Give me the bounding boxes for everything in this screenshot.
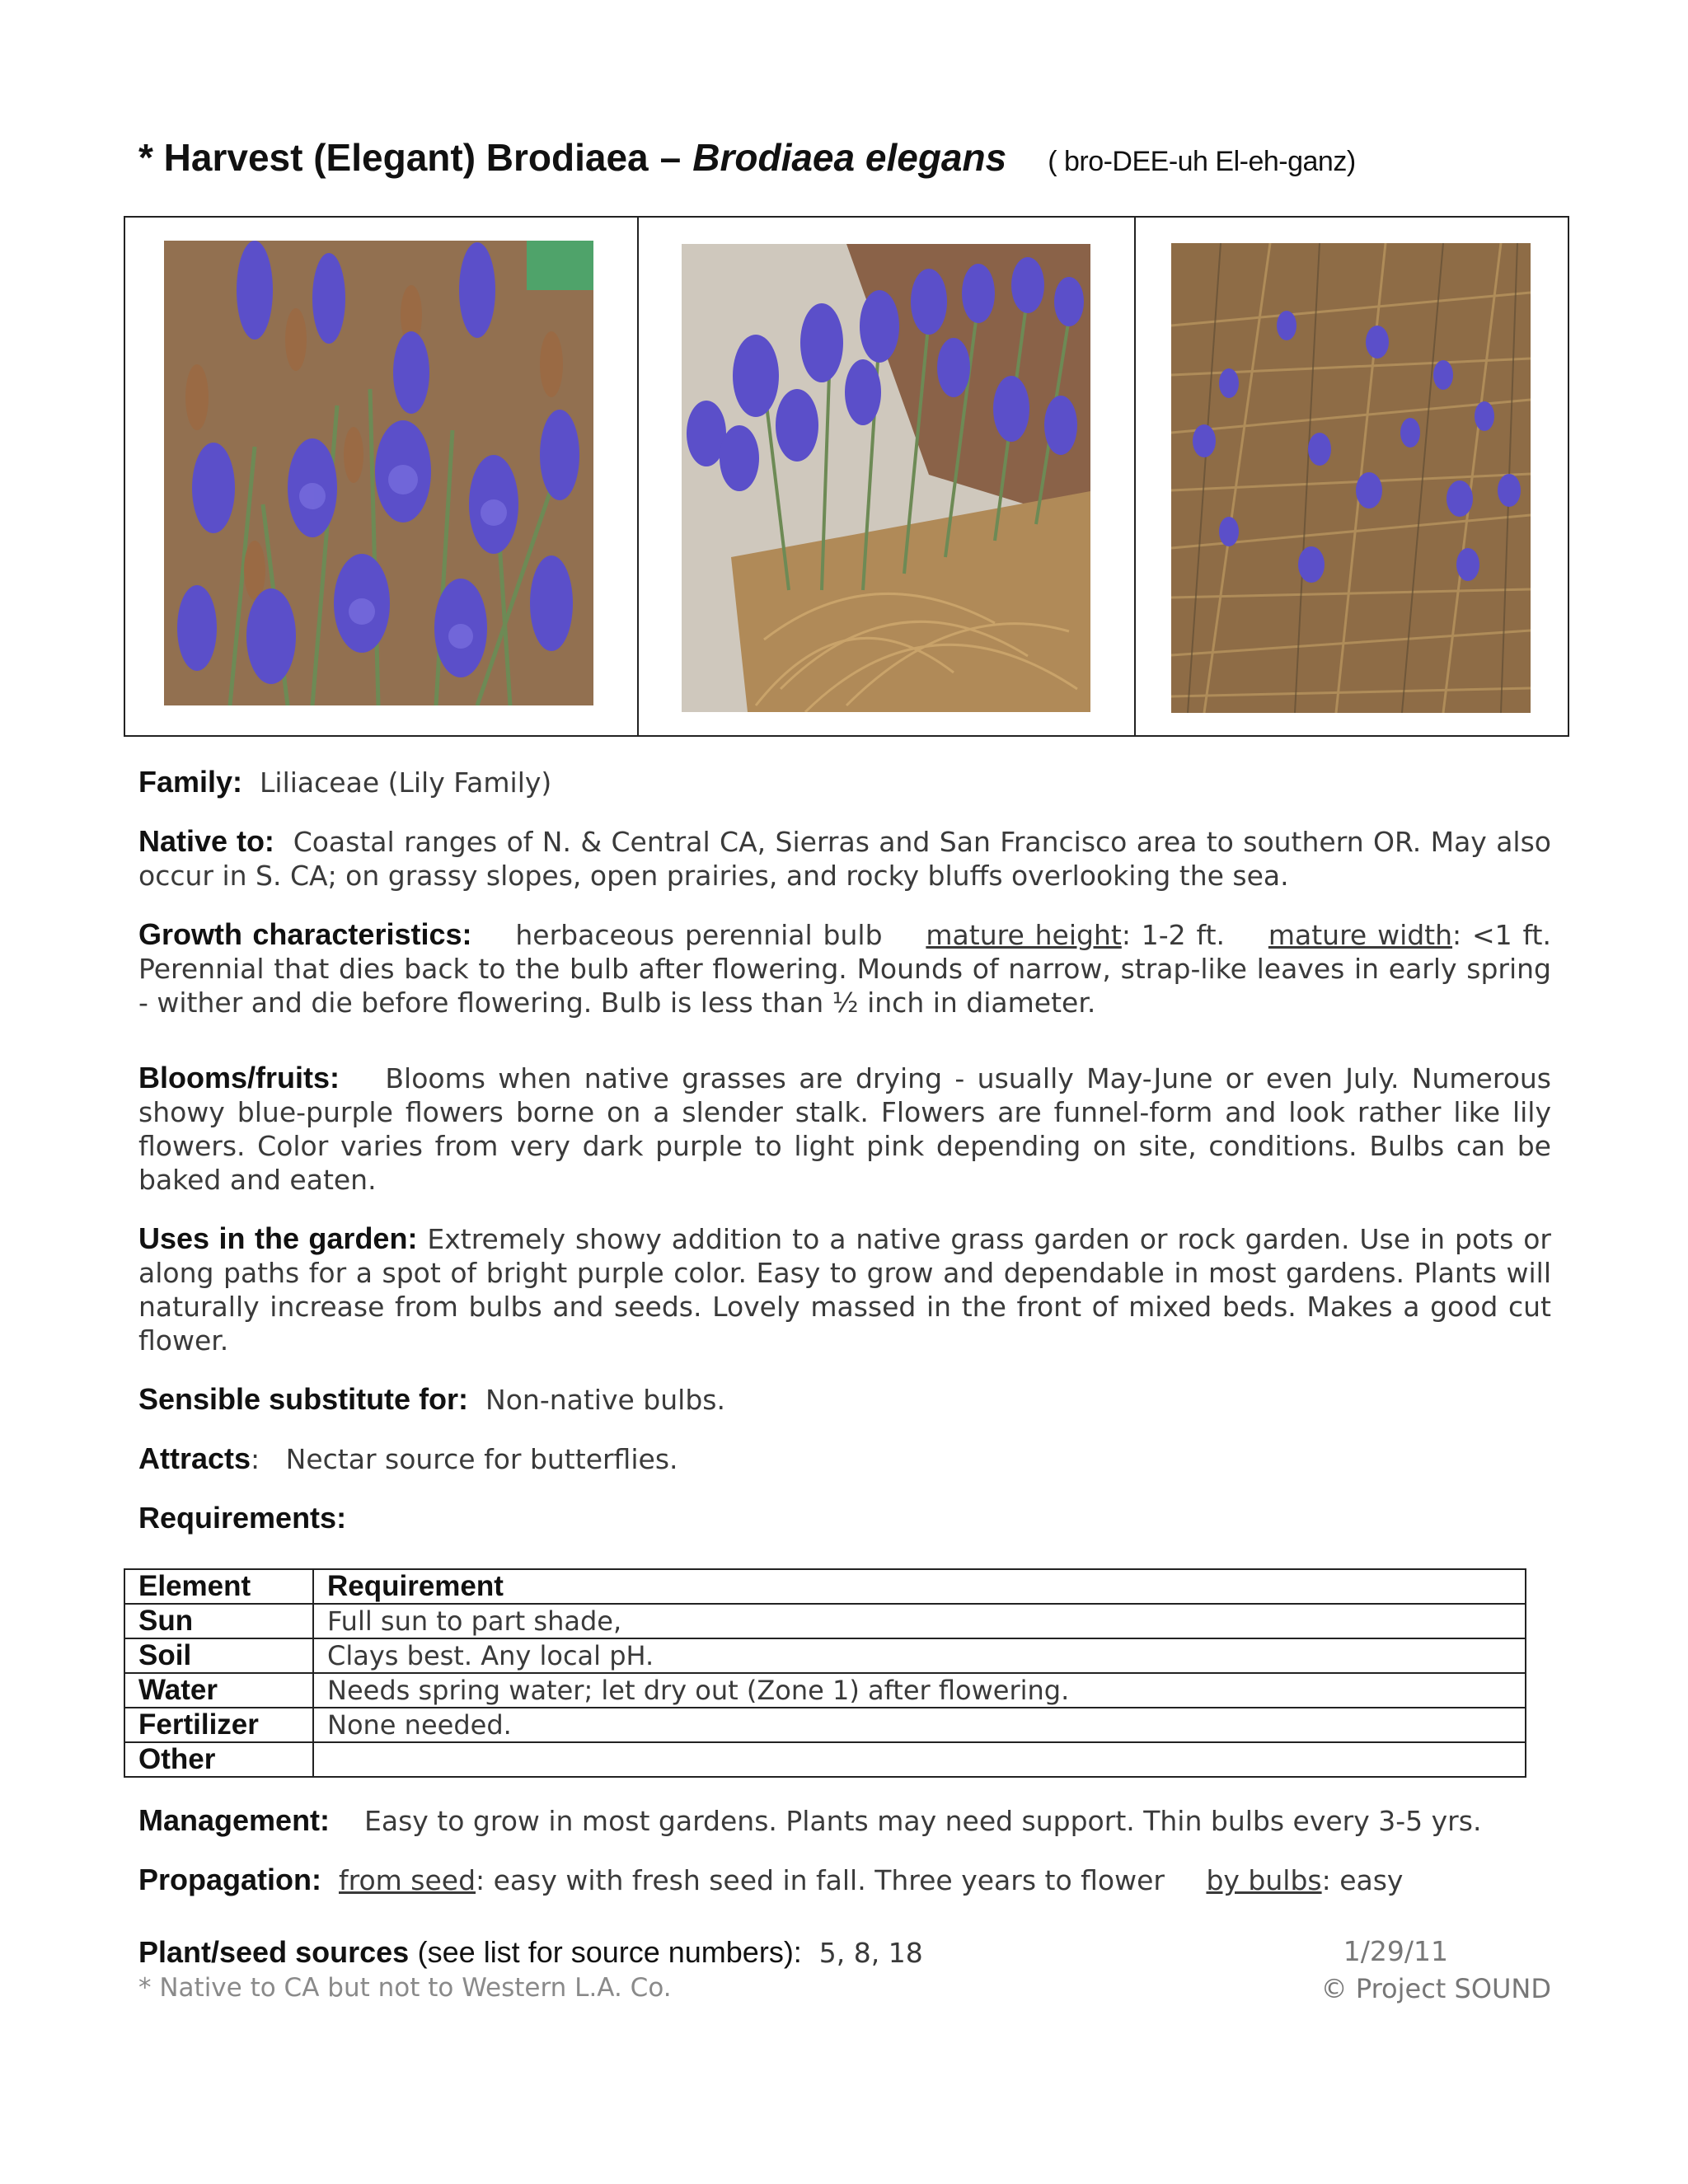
scientific-name: Brodiaea elegans (692, 136, 1007, 179)
mature-height-value: : 1-2 ft. (1121, 919, 1225, 951)
photo-cell-2 (637, 218, 1134, 735)
table-row (124, 1604, 1526, 1638)
plant-details (138, 765, 1551, 1560)
sheet-date: 1/29/11 (1343, 1935, 1448, 1967)
growth-type: herbaceous perennial bulb (515, 919, 883, 951)
growth-section (138, 917, 1551, 1019)
mature-height-label: mature height (926, 919, 1122, 951)
attracts-label: Attracts (138, 1441, 251, 1475)
title-dash: – (659, 136, 682, 179)
requirements-table (124, 1568, 1526, 1778)
photo-cell-1 (125, 218, 637, 735)
mature-width-value: : <1 ft. (1452, 919, 1551, 951)
native-to-text: Coastal ranges of N. & Central CA, Sierras and San Francisco area to southern OR. May also occur in S. CA; on grassy slopes, open prairies, and rocky bluffs overlooking the sea. (138, 826, 1551, 892)
family-text: Liliaceae (Lily Family) (260, 766, 552, 799)
uses-text: Extremely showy addition to a native grass garden or rock garden. Use in pots or along paths for a spot of bright purple color. Easy to grow and dependable in most gardens. Plants will naturally increase from bulbs and seeds. Lovely massed in the front of mixed beds. Makes a good cut flower. (138, 1223, 1551, 1357)
row-element: Water (124, 1673, 313, 1708)
sources-paren: (see list for source numbers): (417, 1935, 802, 1969)
substitute-text: Non-native bulbs. (485, 1384, 725, 1416)
growth-text: Perennial that dies back to the bulb after flowering. Mounds of narrow, strap-like leaves in early spring - wither and die before flowering. Bulb is less than ½ inch in diameter. (138, 953, 1551, 1019)
table-row (124, 1673, 1526, 1708)
sources-label: Plant/seed sources (138, 1935, 410, 1969)
row-element: Other (124, 1742, 313, 1777)
management-section (138, 1803, 1551, 1838)
table-row (124, 1638, 1526, 1673)
row-requirement (313, 1742, 1526, 1777)
copyright: © Project SOUND (1320, 1973, 1551, 2004)
requirements-label: Requirements: (138, 1501, 347, 1535)
family-section (138, 765, 1551, 799)
from-seed-label: from seed (338, 1864, 476, 1896)
blooms-text: Blooms when native grasses are drying - usually May-June or even July. Numerous showy blue-purple flowers borne on a slender stalk. Flowers are funnel-form and look rather like lily flowers. Color varies from very dark purple to light pink depending on site, conditions. Bulbs can be baked and eaten. (138, 1062, 1551, 1196)
mature-width-label: mature width (1268, 919, 1453, 951)
row-requirement: Needs spring water; let dry out (Zone 1) after flowering. (313, 1673, 1526, 1708)
wild-grassland-photo (1171, 243, 1531, 713)
row-element: Sun (124, 1604, 313, 1638)
row-requirement: None needed. (313, 1708, 1526, 1742)
requirements-heading-section (138, 1501, 1551, 1535)
table-row (124, 1742, 1526, 1777)
notes-row (138, 1973, 1551, 2003)
uses-section (138, 1221, 1551, 1357)
management-label: Management: (138, 1803, 331, 1837)
row-requirement: Full sun to part shade, (313, 1604, 1526, 1638)
management-text: Easy to grow in most gardens. Plants may need support. Thin bulbs every 3-5 yrs. (364, 1805, 1482, 1837)
attracts-colon: : (251, 1443, 260, 1475)
substitute-label: Sensible substitute for: (138, 1382, 469, 1416)
care-details (138, 1803, 1551, 1922)
header-element: Element (124, 1569, 313, 1604)
native-to-label: Native to: (138, 824, 274, 858)
close-up-flowers-photo (164, 241, 593, 705)
row-requirement: Clays best. Any local pH. (313, 1638, 1526, 1673)
uses-label: Uses in the garden: (138, 1221, 418, 1255)
footnote: * Native to CA but not to Western L.A. Co. (138, 1973, 672, 2003)
native-to-section (138, 824, 1551, 893)
propagation-section (138, 1863, 1551, 1897)
sources-text: 5, 8, 18 (818, 1937, 923, 1969)
family-label: Family: (138, 765, 243, 799)
table-header-row (124, 1569, 1526, 1604)
substitute-section (138, 1382, 1551, 1417)
header-requirement: Requirement (313, 1569, 1526, 1604)
attracts-text: Nectar source for butterflies. (285, 1443, 678, 1475)
attracts-section (138, 1441, 1551, 1476)
propagation-label: Propagation: (138, 1863, 321, 1896)
photo-grid (124, 216, 1569, 737)
from-seed-text: : easy with fresh seed in fall. Three years to flower (476, 1864, 1165, 1896)
by-bulbs-label: by bulbs (1206, 1864, 1322, 1896)
growth-label: Growth characteristics: (138, 917, 472, 951)
garden-planting-photo (682, 244, 1090, 712)
common-name: * Harvest (Elegant) Brodiaea (138, 136, 649, 179)
row-element: Soil (124, 1638, 313, 1673)
blooms-section (138, 1061, 1551, 1197)
photo-cell-3 (1134, 218, 1568, 735)
sources-row (138, 1935, 1551, 1970)
row-element: Fertilizer (124, 1708, 313, 1742)
by-bulbs-text: : easy (1321, 1864, 1404, 1896)
blooms-label: Blooms/fruits: (138, 1061, 340, 1094)
page-title (138, 135, 1356, 180)
table-row (124, 1708, 1526, 1742)
pronunciation: ( bro-DEE-uh El-eh-ganz) (1048, 146, 1356, 177)
